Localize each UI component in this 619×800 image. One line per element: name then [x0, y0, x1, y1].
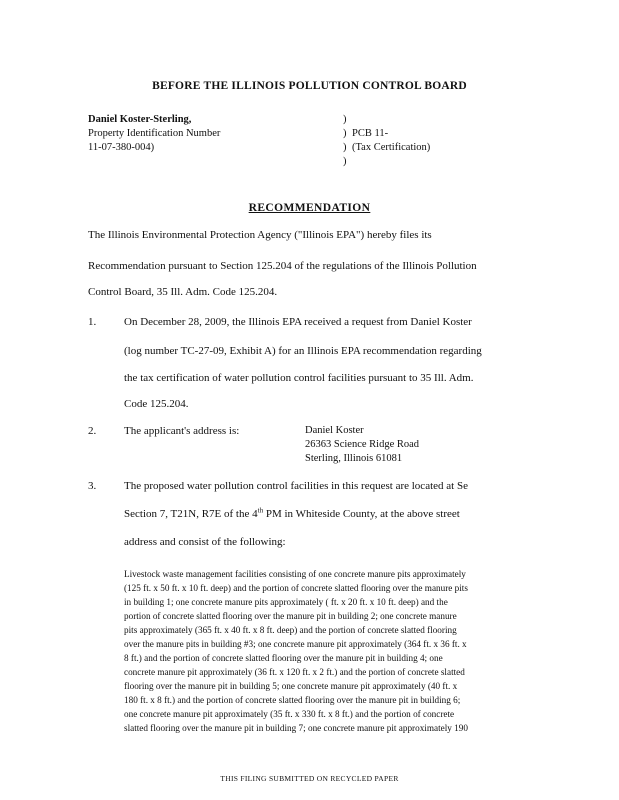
caption-party: Daniel Koster-Sterling, [88, 114, 192, 125]
caption-paren: ) [343, 156, 347, 167]
intro-line: Recommendation pursuant to Section 125.204 of the regulations of the Illinois Pollution [88, 260, 477, 272]
caption-case-number: PCB 11- [352, 128, 389, 139]
item-3-line-text: PM in Whiteside County, at the above street [263, 508, 460, 520]
item-3-line-text: Section 7, T21N, R7E of the 4 [124, 508, 258, 520]
address-city: Sterling, Illinois 61081 [305, 453, 403, 464]
caption-paren: ) [343, 128, 347, 139]
section-heading: RECOMMENDATION [248, 202, 371, 214]
item-3-number: 3. [88, 480, 97, 492]
caption-pin-label: Property Identification Number [88, 128, 221, 139]
ordinal-suffix: th [257, 506, 264, 515]
item-2-label: The applicant's address is: [124, 425, 240, 437]
description-line: concrete manure pit approximately (36 ft. x 120 ft. x 2 ft.) and the portion of concrete slatted [124, 667, 465, 677]
document-title: BEFORE THE ILLINOIS POLLUTION CONTROL BOARD [152, 80, 467, 92]
caption-parens [343, 113, 347, 169]
description-line: in building 1; one concrete manure pits approximately ( ft. x 20 ft. x 10 ft. deep) and the [124, 597, 448, 607]
item-1-line: the tax certification of water pollution control facilities pursuant to 35 Ill. Adm. [124, 372, 474, 384]
caption-paren: ) [343, 142, 347, 153]
description-line: pits approximately (365 ft. x 40 ft. x 8 ft. deep) and the portion of concrete slatted flooring [124, 625, 457, 635]
item-3-line: The proposed water pollution control facilities in this request are located at Se [124, 480, 468, 492]
item-1-number: 1. [88, 316, 97, 328]
intro-line: Control Board, 35 Ill. Adm. Code 125.204. [88, 286, 278, 298]
item-3-line: address and consist of the following: [124, 536, 286, 548]
caption-right [352, 127, 430, 155]
description-line: one concrete manure pit approximately (35 ft. x 330 ft. x 8 ft.) and the portion of concrete [124, 709, 455, 719]
intro-line: The Illinois Environmental Protection Agency ("Illinois EPA") hereby files its [88, 229, 432, 241]
address-name: Daniel Koster [305, 425, 364, 436]
caption-paren: ) [343, 114, 347, 125]
description-line: over the manure pits in building #3; one concrete manure pit approximately (364 ft. x 36 ft. x [124, 639, 467, 649]
description-line: (125 ft. x 50 ft. x 10 ft. deep) and the portion of concrete slatted flooring over the manure pits [124, 583, 468, 593]
address-street: 26363 Science Ridge Road [305, 439, 420, 450]
caption-case-type: (Tax Certification) [352, 142, 431, 153]
applicant-address [305, 424, 419, 466]
description-line: slatted flooring over the manure pit in building 7; one concrete manure pit approximately 190 [124, 723, 468, 733]
item-3-line [124, 508, 460, 520]
description-line: 8 ft.) and the portion of concrete slatted flooring over the manure pit in building 4; one [124, 653, 443, 663]
item-1-line: Code 125.204. [124, 398, 189, 410]
page-footer: THIS FILING SUBMITTED ON RECYCLED PAPER [220, 774, 399, 783]
description-line: 180 ft. x 8 ft.) and the portion of concrete slatted flooring over the manure pit in building 6; [124, 695, 461, 705]
caption-left [88, 113, 220, 155]
item-1-line: On December 28, 2009, the Illinois EPA received a request from Daniel Koster [124, 316, 472, 328]
caption-pin-number: 11-07-380-004) [88, 142, 155, 153]
description-line: portion of concrete slatted flooring over the manure pit in building 2; one concrete manure [124, 611, 457, 621]
description-line: Livestock waste management facilities consisting of one concrete manure pits approximately [124, 569, 466, 579]
item-1-line: (log number TC-27-09, Exhibit A) for an Illinois EPA recommendation regarding [124, 345, 482, 357]
item-2-number: 2. [88, 425, 97, 437]
description-line: flooring over the manure pit in building 5; one concrete manure pit approximately (40 ft. x [124, 681, 458, 691]
facility-description [124, 567, 619, 735]
